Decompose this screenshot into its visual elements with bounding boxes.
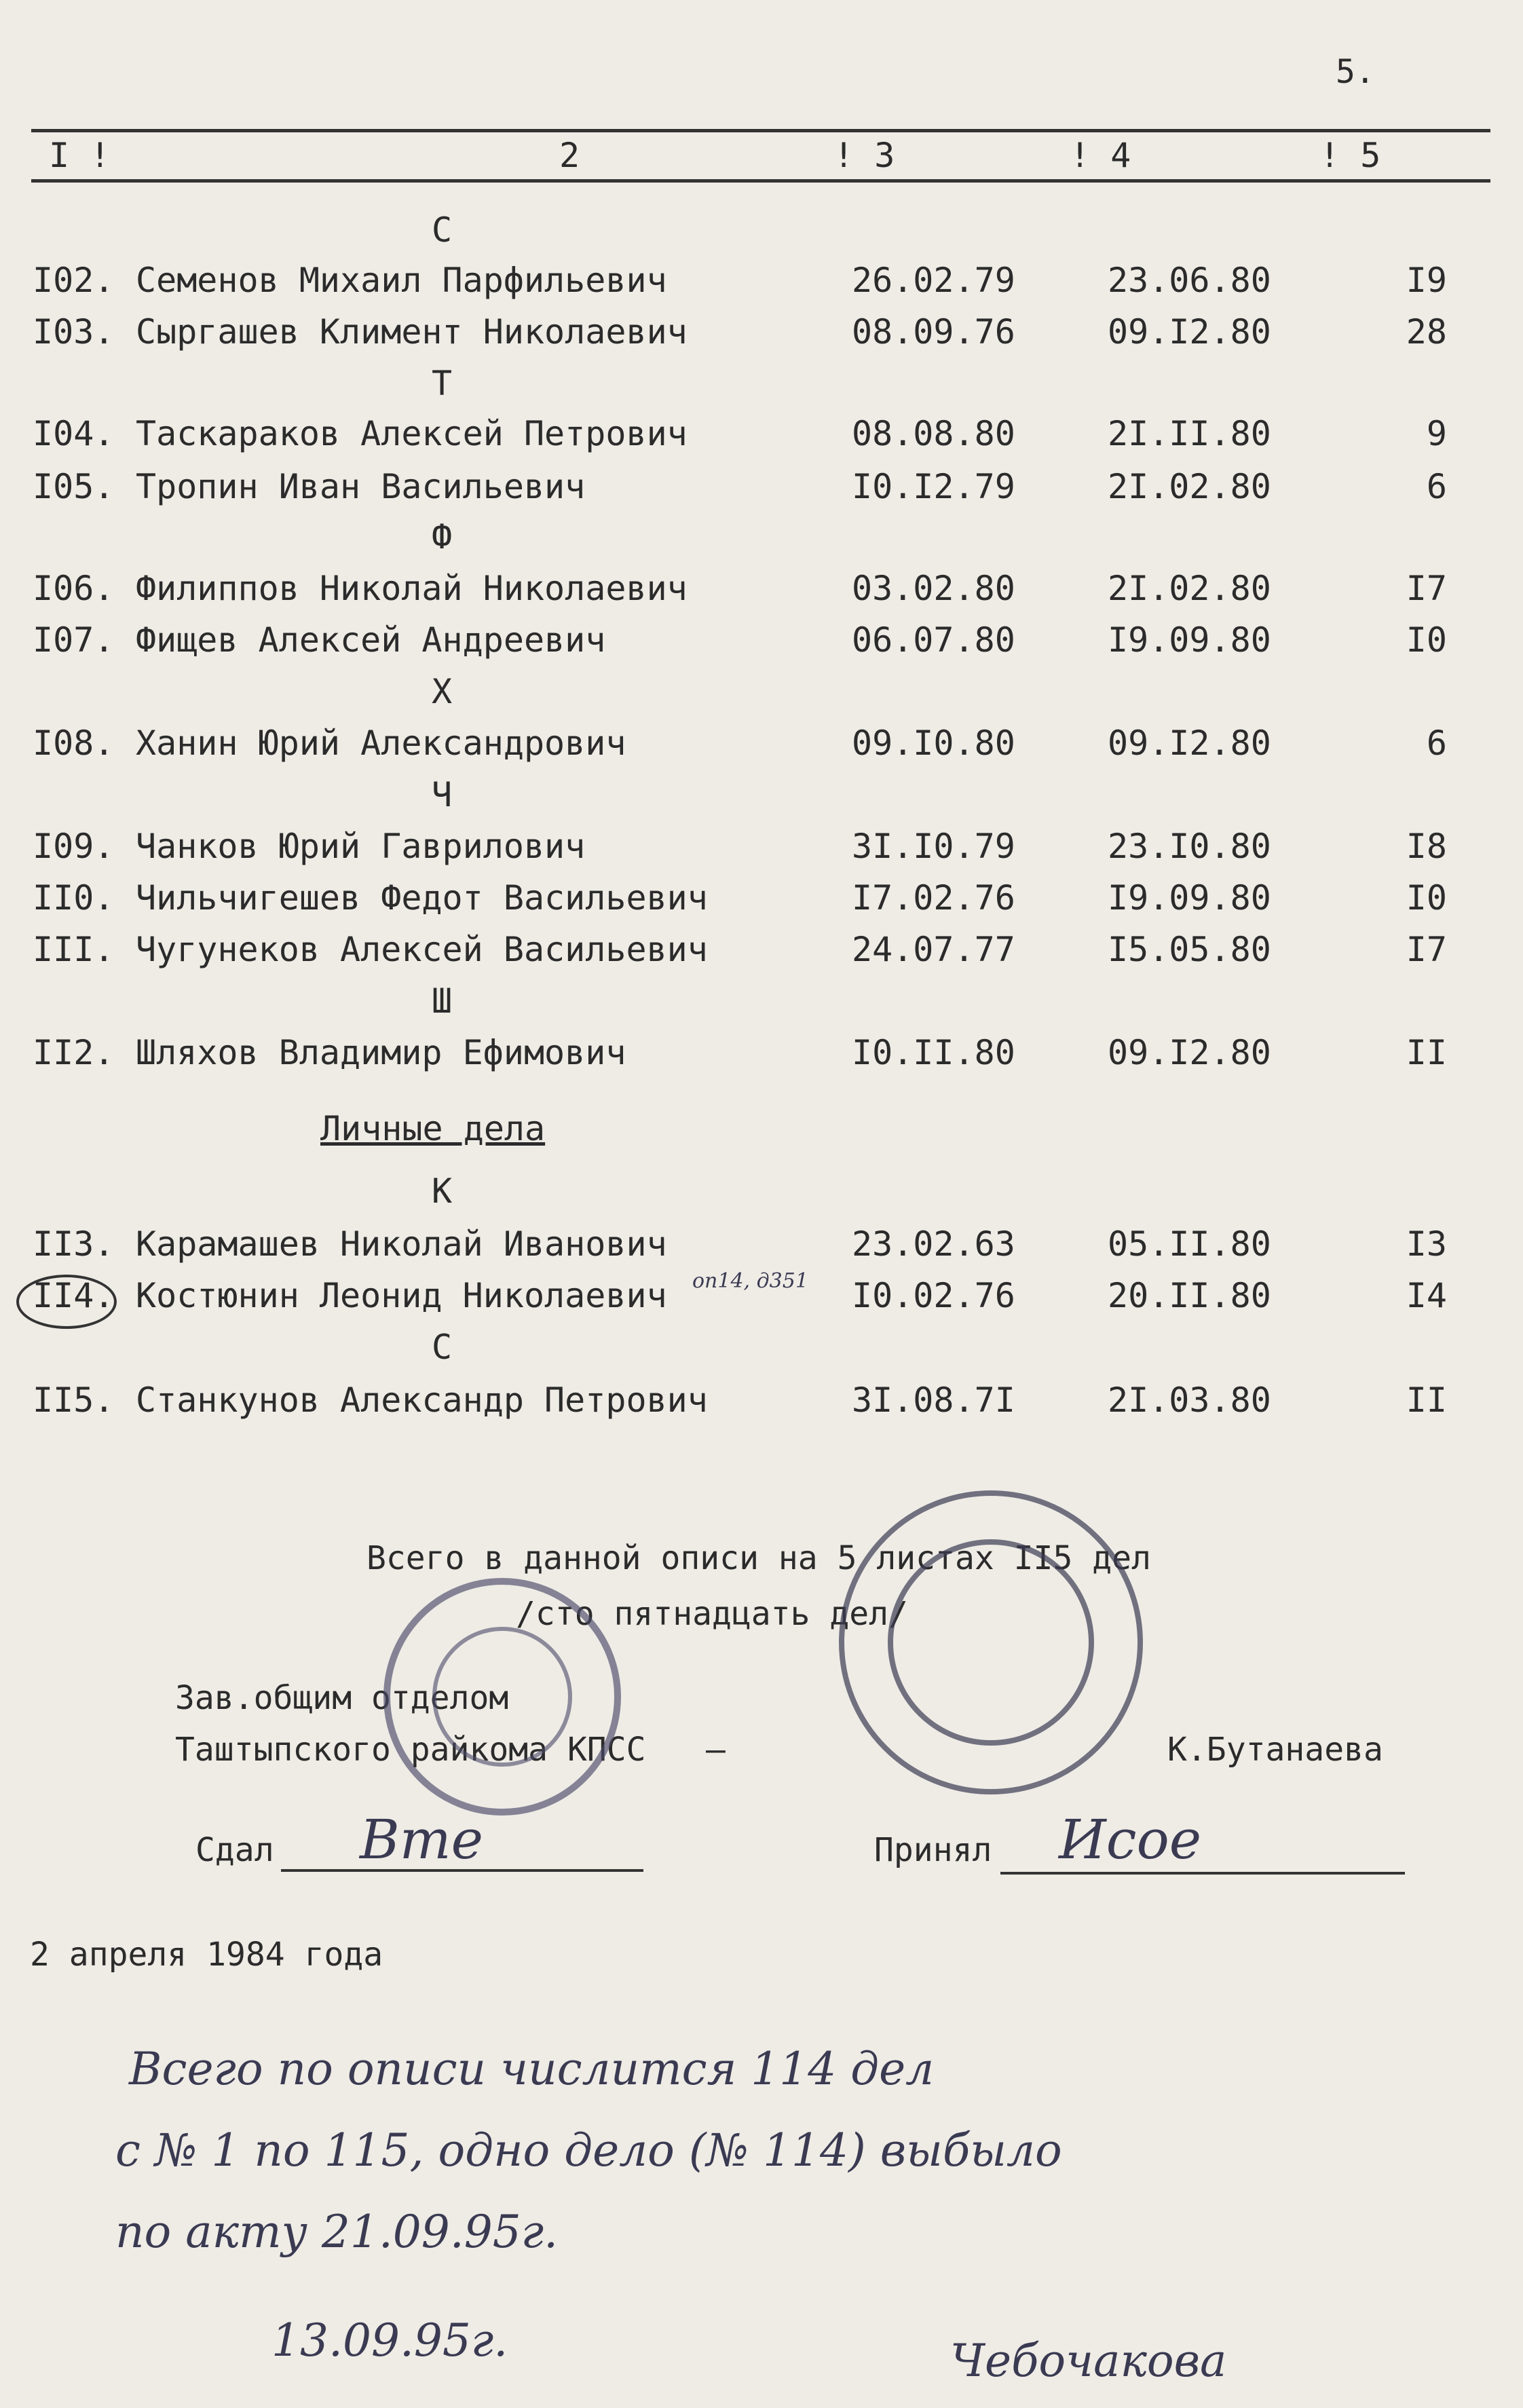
received-label: Принял [874, 1831, 992, 1869]
row-name: Ханин Юрий Александрович [136, 723, 626, 763]
row-start-date: 03.02.80 [852, 569, 1015, 608]
row-start-date: I0.II.80 [852, 1033, 1015, 1072]
row-start-date: 09.I0.80 [852, 723, 1015, 763]
table-header-rule [31, 179, 1490, 183]
letter-heading: С [432, 1328, 453, 1367]
handwritten-date: 13.09.95г. [271, 2314, 508, 2367]
table-top-rule [31, 129, 1490, 132]
row-start-date: 26.02.79 [852, 261, 1015, 300]
row-number: I02. [33, 261, 115, 300]
row-sheet-count: I7 [1406, 569, 1447, 608]
row-start-date: 08.09.76 [852, 312, 1015, 352]
row-end-date: 2I.02.80 [1108, 467, 1271, 506]
handwritten-name: Чебочакова [950, 2335, 1227, 2387]
row-sheet-count: I8 [1406, 827, 1447, 866]
row-number: I08. [33, 723, 115, 763]
row-start-date: 3I.08.7I [852, 1380, 1015, 1420]
row-end-date: 20.II.80 [1108, 1276, 1271, 1315]
letter-heading: Ф [432, 517, 453, 557]
handwritten-note-line-3: по акту 21.09.95г. [115, 2206, 559, 2258]
row-start-date: I7.02.76 [852, 878, 1015, 918]
row-114-circle-mark [16, 1275, 117, 1329]
row-start-date: 3I.I0.79 [852, 827, 1015, 866]
row-start-date: 23.02.63 [852, 1224, 1015, 1264]
handed-signature: Вте [360, 1808, 483, 1871]
row-start-date: 08.08.80 [852, 414, 1015, 453]
row-name: Чугунеков Алексей Васильевич [136, 930, 708, 969]
row-sheet-count: I0 [1406, 878, 1447, 918]
row-end-date: 05.II.80 [1108, 1224, 1271, 1264]
row-number: II5. [33, 1380, 115, 1420]
row-sheet-count: I4 [1406, 1276, 1447, 1315]
row-name: Станкунов Александр Петрович [136, 1380, 708, 1420]
row-name: Филиппов Николай Николаевич [136, 569, 688, 608]
row-sheet-count: 6 [1426, 467, 1447, 506]
row-number: I07. [33, 620, 115, 660]
margin-note: оп14, д351 [692, 1269, 808, 1293]
signer-position-2: Таштыпского райкома КПСС [175, 1731, 646, 1769]
row-name: Чильчигешев Федот Васильевич [136, 878, 708, 918]
row-end-date: 2I.02.80 [1108, 569, 1271, 608]
row-sheet-count: I7 [1406, 930, 1447, 969]
row-name: Сыргашев Климент Николаевич [136, 312, 688, 352]
row-name: Шляхов Владимир Ефимович [136, 1033, 626, 1072]
row-number: I06. [33, 569, 115, 608]
header-col-4: ! 4 [1070, 136, 1131, 175]
row-number: II4. [33, 1276, 115, 1315]
header-col-2: 2 [559, 136, 580, 175]
row-end-date: 23.I0.80 [1108, 827, 1271, 866]
row-end-date: 2I.03.80 [1108, 1380, 1271, 1420]
row-number: I09. [33, 827, 115, 866]
row-end-date: I5.05.80 [1108, 930, 1271, 969]
signer-name: К.Бутанаева [1167, 1731, 1383, 1769]
row-name: Тропин Иван Васильевич [136, 467, 586, 506]
row-name: Семенов Михаил Парфильевич [136, 261, 667, 300]
row-end-date: 09.I2.80 [1108, 312, 1271, 352]
row-number: II0. [33, 878, 115, 918]
section-heading: Личные дела [320, 1109, 546, 1148]
district-committee-stamp-graphic [366, 1561, 638, 1832]
received-signature-line [1000, 1872, 1405, 1875]
row-start-date: I0.I2.79 [852, 467, 1015, 506]
row-name: Костюнин Леонид Николаевич [136, 1276, 667, 1315]
row-sheet-count: 28 [1406, 312, 1447, 352]
row-number: I03. [33, 312, 115, 352]
header-col-1: I ! [49, 136, 111, 175]
row-name: Чанков Юрий Гаврилович [136, 827, 586, 866]
row-number: II2. [33, 1033, 115, 1072]
row-end-date: I9.09.80 [1108, 620, 1271, 660]
page-number: 5. [1336, 53, 1375, 91]
handed-label: Сдал [195, 1831, 274, 1869]
row-number: III. [33, 930, 115, 969]
row-end-date: 23.06.80 [1108, 261, 1271, 300]
row-sheet-count: II [1406, 1380, 1447, 1420]
header-col-3: ! 3 [833, 136, 895, 175]
letter-heading: К [432, 1171, 453, 1211]
handwritten-note-line-1: Всего по описи числится 114 дел [129, 2043, 935, 2095]
row-name: Карамашев Николай Иванович [136, 1224, 667, 1264]
row-number: I05. [33, 467, 115, 506]
letter-heading: Х [432, 672, 453, 711]
summary-line-2: /сто пятнадцать дел/ [516, 1595, 908, 1633]
row-end-date: I9.09.80 [1108, 878, 1271, 918]
signer-position-1: Зав.общим отделом [175, 1679, 509, 1717]
row-sheet-count: 6 [1426, 723, 1447, 763]
row-sheet-count: 9 [1426, 414, 1447, 453]
letter-heading: Ш [432, 981, 453, 1021]
row-sheet-count: II [1406, 1033, 1447, 1072]
row-end-date: 09.I2.80 [1108, 1033, 1271, 1072]
header-col-5: ! 5 [1319, 136, 1381, 175]
party-archive-stamp-graphic [828, 1480, 1154, 1805]
summary-line-1: Всего в данной описи на 5 листах II5 дел [366, 1539, 1151, 1577]
row-start-date: I0.02.76 [852, 1276, 1015, 1315]
row-sheet-count: I3 [1406, 1224, 1447, 1264]
row-start-date: 06.07.80 [852, 620, 1015, 660]
row-end-date: 09.I2.80 [1108, 723, 1271, 763]
district-committee-stamp [366, 1561, 638, 1832]
handwritten-note-line-2: с № 1 по 115, одно дело (№ 114) выбыло [115, 2124, 1062, 2177]
row-start-date: 24.07.77 [852, 930, 1015, 969]
row-number: II3. [33, 1224, 115, 1264]
party-archive-stamp [828, 1480, 1154, 1805]
letter-heading: Т [432, 364, 453, 403]
received-signature: Исое [1059, 1808, 1202, 1871]
document-date: 2 апреля 1984 года [30, 1936, 383, 1974]
signer-dash: – [706, 1731, 726, 1769]
letter-heading: С [432, 210, 453, 250]
row-sheet-count: I0 [1406, 620, 1447, 660]
row-name: Таскараков Алексей Петрович [136, 414, 688, 453]
row-sheet-count: I9 [1406, 261, 1447, 300]
letter-heading: Ч [432, 775, 453, 814]
row-name: Фищев Алексей Андреевич [136, 620, 606, 660]
row-number: I04. [33, 414, 115, 453]
row-end-date: 2I.II.80 [1108, 414, 1271, 453]
